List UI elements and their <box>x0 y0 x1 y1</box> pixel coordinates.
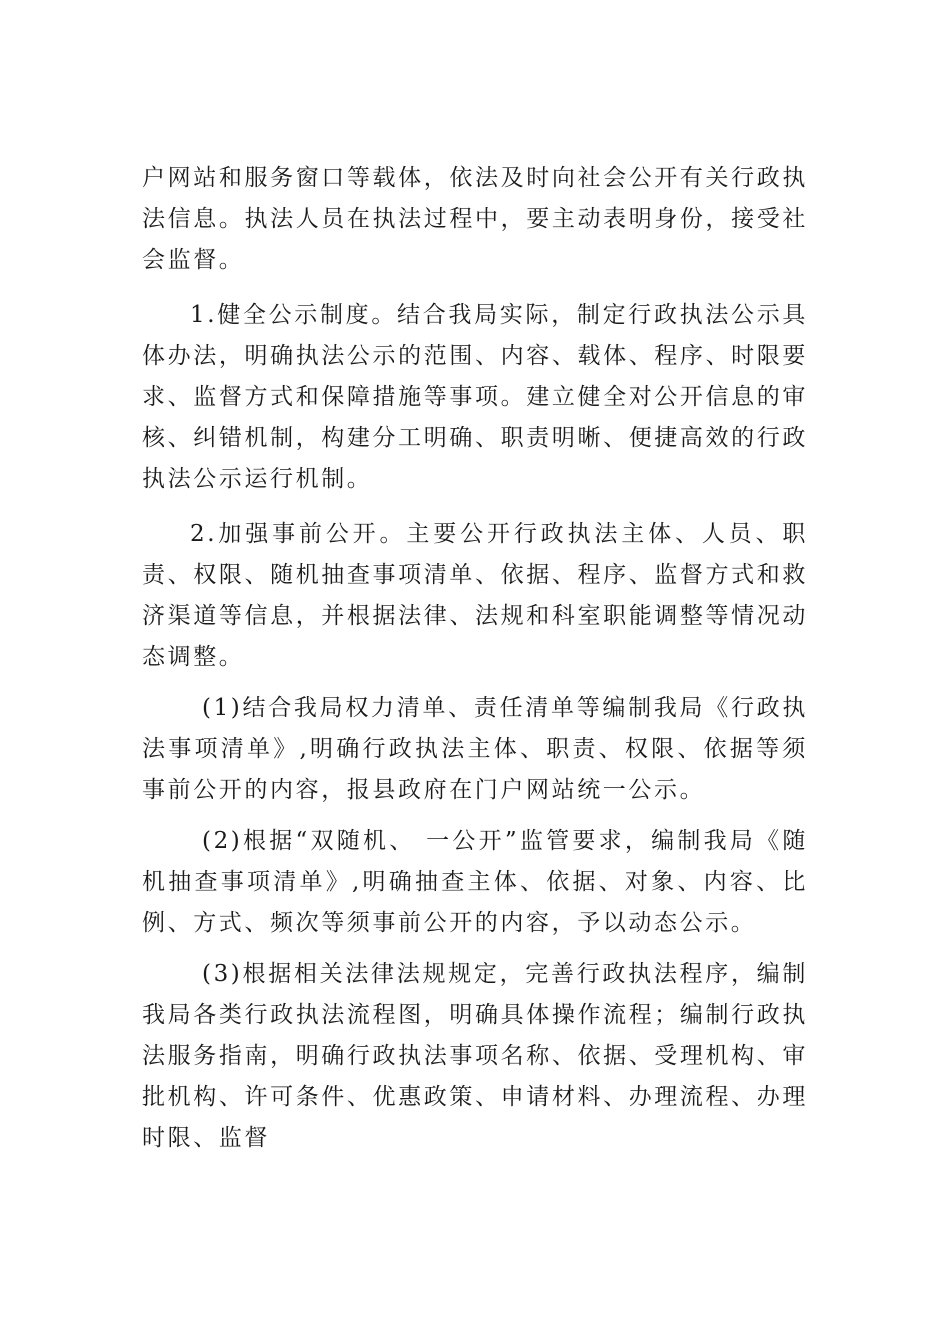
paragraph-continuation: 户网站和服务窗口等载体，依法及时向社会公开有关行政执法信息。执法人员在执法过程中，要主动表明身份，接受社会监督。 <box>142 165 808 273</box>
paragraph-item-3: (3)根据相关法律法规规定，完善行政执法程序，编制我局各类行政执法流程图，明确具体操作流程；编制行政执法服务指南，明确行政执法事项名称、依据、受理机构、审批机构、许可条件、优惠政策、申请材料、办理流程、办理时限、监督 <box>142 961 808 1151</box>
paragraph-prior-disclosure: 2.加强事前公开。主要公开行政执法主体、人员、职责、权限、随机抽查事项清单、依据、程序、监督方式和救济渠道等信息，并根据法律、法规和科室职能调整等情况动态调整。 <box>142 521 808 670</box>
paragraph-item-1: (1)结合我局权力清单、责任清单等编制我局《行政执法事项清单》,明确行政执法主体、职责、权限、依据等须事前公开的内容，报县政府在门户网站统一公示。 <box>142 695 808 803</box>
paragraph-item-2: (2)根据“双随机、 一公开”监管要求，编制我局《随机抽查事项清单》,明确抽查主体、依据、对象、内容、比例、方式、频次等须事前公开的内容，予以动态公示。 <box>142 828 808 936</box>
paragraph-publicity-system: 1.健全公示制度。结合我局实际，制定行政执法公示具体办法，明确执法公示的范围、内容、载体、程序、时限要求、监督方式和保障措施等事项。建立健全对公开信息的审核、纠错机制，构建分工明确、职责明晰、便捷高效的行政执法公示运行机制。 <box>142 302 808 492</box>
document-body <box>142 158 808 1159</box>
